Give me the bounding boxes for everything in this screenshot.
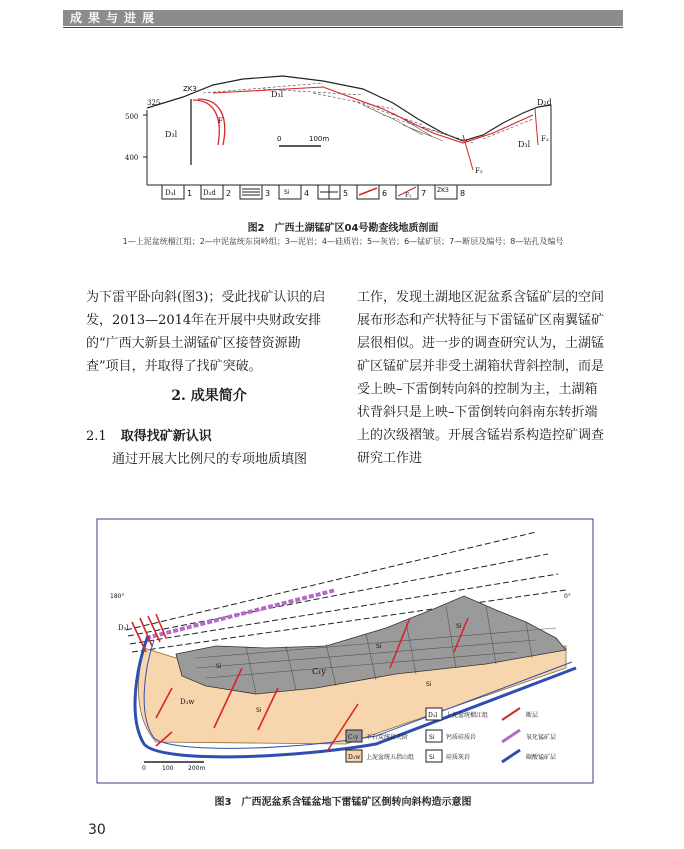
svg-text:上泥盆统五指山组: 上泥盆统五指山组 (366, 754, 415, 761)
svg-text:碳酸锰矿层: 碳酸锰矿层 (526, 754, 557, 761)
label-d3l: D₃l (118, 624, 129, 632)
left-paragraph-2: 通过开展大比例尺的专项地质填图 (112, 452, 308, 467)
svg-text:ZK3: ZK3 (437, 187, 449, 194)
running-header-title: 成果与进展 (70, 11, 161, 25)
svg-text:3: 3 (265, 189, 271, 198)
legend-l1-box: D₃l (165, 189, 176, 197)
fault-f: F (218, 117, 223, 125)
left-paragraph-1: 为下雷平卧向斜(图3)；受此找矿认识的启发，2013—2014年在开展中央财政安排的“广西大新县土湖锰矿区接替资源勘查”项目，并取得了找矿突破。 (86, 290, 326, 374)
svg-text:下石炭统岩关阶: 下石炭统岩关阶 (366, 734, 409, 741)
svg-text:上泥盆统榴江组: 上泥盆统榴江组 (446, 712, 489, 719)
unit-d2d: D₂d (537, 98, 552, 107)
svg-text:氧化锰矿层: 氧化锰矿层 (526, 734, 557, 741)
angle-right: 0° (564, 593, 571, 600)
label-si-3: Si (456, 623, 462, 630)
svg-text:2: 2 (226, 189, 232, 198)
svg-text:6: 6 (382, 189, 388, 198)
page-number: 30 (88, 822, 106, 838)
figure2-legend-row (162, 185, 465, 199)
legend-l2-box: D₂d (203, 189, 216, 197)
fault-f2: F₂ (475, 167, 483, 175)
svg-text:D₃w: D₃w (348, 754, 361, 761)
svg-text:断层: 断层 (526, 712, 539, 719)
scale-c: 200m (188, 765, 206, 772)
svg-text:硅质灰岩: 硅质灰岩 (446, 754, 471, 761)
svg-text:8: 8 (460, 189, 466, 198)
scale-length: 100m (309, 135, 330, 143)
header-rule (63, 27, 623, 28)
fault-f3: F₃ (541, 135, 549, 143)
svg-text:Si: Si (429, 734, 435, 741)
label-d3w: D₃w (180, 698, 195, 706)
svg-text:C₁y: C₁y (348, 734, 359, 741)
unit-d3l-c: D₃l (518, 140, 531, 149)
right-paragraph: 工作，发现土湖地区泥盆系含锰矿层的空间展布形态和产状特征与下雷锰矿区南翼锰矿层很相似。进一步的调查研究认为，土湖锰矿区锰矿层并非受土湖箱状背斜控制，而是受上映–下雷倒转向斜的控制为主，土湖箱状背斜只是上映–下雷倒转向斜南东转折端上的次级褶皱。开展含锰岩系构造控矿调查研究工作进 (357, 290, 605, 466)
svg-text:Si: Si (284, 189, 290, 196)
subsection-heading (86, 425, 212, 444)
svg-text:4: 4 (304, 189, 310, 198)
label-si-2: Si (376, 643, 382, 650)
right-column-paragraph (357, 286, 607, 470)
unit-d3l-a: D₃l (271, 90, 284, 99)
figure2-caption: 图2 广西土湖锰矿区04号勘查线地质剖面 (247, 223, 439, 234)
label-si-4: Si (256, 707, 262, 714)
scale-b: 100 (162, 765, 174, 772)
label-si-5: Si (426, 681, 432, 688)
scale-zero: 0 (277, 135, 282, 143)
figure3-diagram (96, 518, 594, 784)
svg-text:F₂: F₂ (405, 192, 412, 199)
elev-400: 400 (125, 154, 139, 162)
label-c1y: C₁y (312, 667, 326, 676)
svg-text:钙质硅质岩: 钙质硅质岩 (446, 734, 477, 741)
angle-left: 180° (110, 593, 125, 600)
scale-a: 0 (142, 765, 146, 772)
svg-text:D₃l: D₃l (428, 712, 438, 719)
figure3-caption: 图3 广西泥盆系含锰盆地下雷锰矿区倒转向斜构造示意图 (214, 797, 472, 808)
elev-325: 325 (147, 99, 161, 107)
section-heading: 2. 成果简介 (171, 388, 247, 404)
svg-text:5: 5 (343, 189, 349, 198)
left-column-paragraph (86, 286, 332, 378)
subsection-number: 2.1 (86, 429, 107, 444)
unit-d3l-b: D₃l (165, 130, 178, 139)
subsection-title: 取得找矿新认识 (120, 429, 212, 444)
label-si-1: Si (216, 663, 222, 670)
figure2-section (63, 75, 623, 215)
drill-label: ZK3 (183, 85, 197, 93)
svg-text:7: 7 (421, 189, 427, 198)
elev-500: 500 (125, 113, 139, 121)
svg-text:Si: Si (429, 754, 435, 761)
figure2-legend-text: 1—上泥盆统榴江组；2—中泥盆统东岗岭组；3—泥岩；4—硅质岩；5—灰岩；6—锰矿层；7—断层及编号；8—钻孔及编号 (122, 237, 564, 246)
svg-text:1: 1 (187, 189, 193, 198)
